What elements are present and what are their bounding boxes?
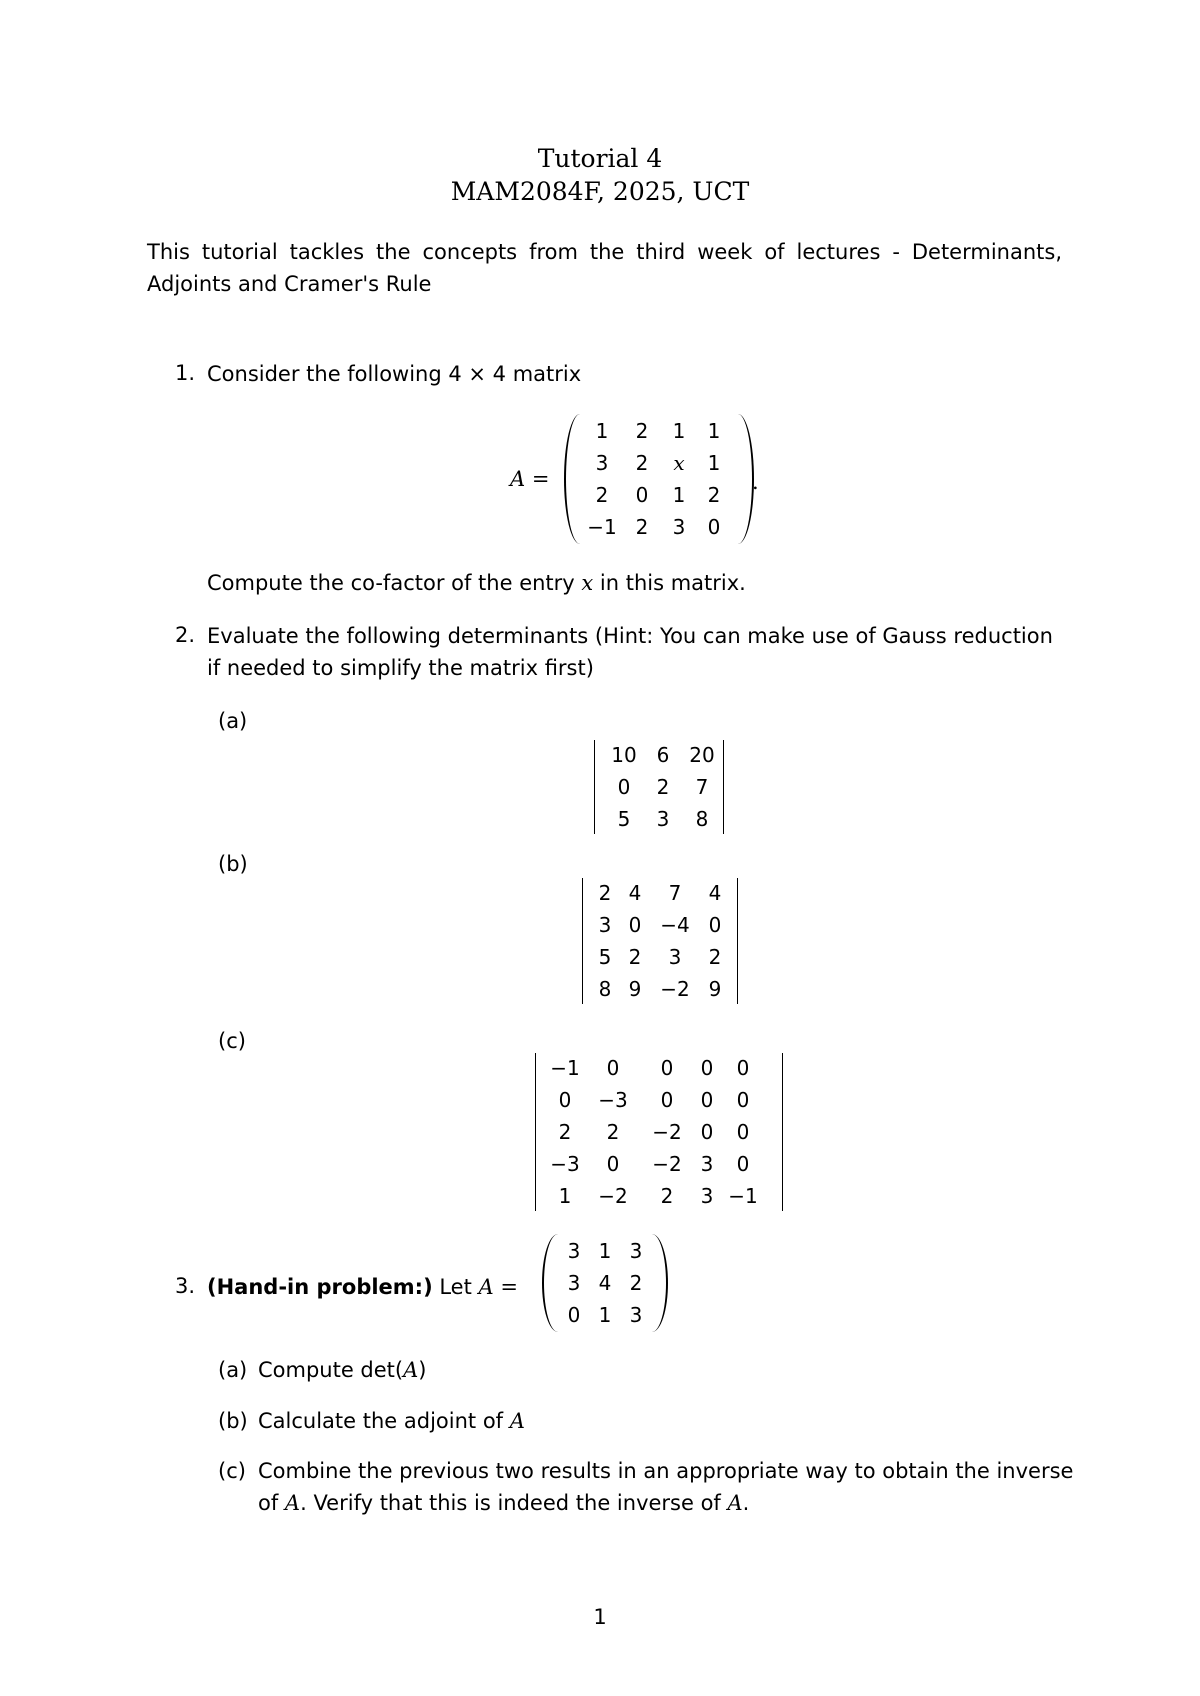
- matrix-cell: 0: [736, 1056, 750, 1080]
- matrix-cell: 0: [708, 913, 722, 937]
- det-bar-right: [782, 1053, 783, 1211]
- matrix-cell: −2: [598, 1184, 628, 1208]
- matrix-cell: 2: [606, 1120, 620, 1144]
- matrix-cell: 2: [598, 881, 612, 905]
- matrix-cell: 3: [598, 913, 612, 937]
- q2c-label: (c): [218, 1029, 246, 1053]
- q1-lhs: [510, 467, 549, 491]
- matrix-row: [545, 1116, 765, 1148]
- matrix-row: [582, 447, 732, 479]
- matrix-cell: 4: [708, 881, 722, 905]
- page-subtitle: MAM2084F, 2025, UCT: [450, 177, 750, 206]
- matrix-cell: 0: [628, 913, 642, 937]
- matrix-cell: 2: [660, 1184, 674, 1208]
- q1-lhs-label: A =: [510, 467, 550, 491]
- matrix-cell: 3: [595, 451, 609, 475]
- q2-number: 2.: [175, 623, 196, 647]
- matrix-row: [582, 511, 732, 543]
- matrix-row: [582, 479, 732, 511]
- matrix-cell: −1: [587, 515, 617, 539]
- q1-followup: [207, 567, 746, 599]
- matrix-row: [590, 973, 730, 1005]
- matrix-row: [604, 739, 722, 771]
- q3-lead: [207, 1271, 518, 1303]
- matrix-cell: 0: [700, 1056, 714, 1080]
- matrix-cell: 9: [708, 977, 722, 1001]
- q2a-label: (a): [218, 709, 248, 733]
- q1-followup-post: in this matrix.: [593, 571, 746, 595]
- matrix-row: [545, 1052, 765, 1084]
- matrix-cell: 1: [598, 1303, 612, 1327]
- q2-text: [207, 620, 1077, 684]
- matrix-cell: 4: [598, 1271, 612, 1295]
- matrix-cell: 1: [598, 1239, 612, 1263]
- matrix-cell: 5: [598, 945, 612, 969]
- matrix-cell: 2: [707, 483, 721, 507]
- q2-text-line1: Evaluate the following determinants (Hint: You can make use of Gauss reduction: [207, 624, 1053, 648]
- matrix-cell: 3: [700, 1184, 714, 1208]
- matrix-cell: 2: [628, 945, 642, 969]
- matrix-cell: 3: [629, 1239, 643, 1263]
- matrix-row: [590, 877, 730, 909]
- matrix-row: [545, 1180, 765, 1212]
- q3c-text-line1: Combine the previous two results in an appropriate way to obtain the inverse: [258, 1459, 1074, 1483]
- matrix-cell: 20: [689, 743, 715, 767]
- matrix-cell: −3: [598, 1088, 628, 1112]
- q3b-text-pre: Calculate the adjoint of: [258, 1409, 510, 1433]
- q1-text: Consider the following 4 × 4 matrix: [207, 362, 582, 386]
- matrix-cell: 2: [635, 515, 649, 539]
- matrix-row: [545, 1084, 765, 1116]
- matrix-cell: 0: [617, 775, 631, 799]
- det-bar-right: [737, 878, 738, 1004]
- matrix-cell: 1: [707, 419, 721, 443]
- det-bar-left: [582, 878, 583, 1004]
- q3b-text: [258, 1405, 525, 1437]
- q1-trailing-period: .: [752, 470, 759, 494]
- right-paren: [650, 1234, 668, 1332]
- det-bar-left: [594, 740, 595, 834]
- matrix-cell: 2: [635, 419, 649, 443]
- matrix-cell: 3: [656, 807, 670, 831]
- matrix-cell: 1: [707, 451, 721, 475]
- matrix-cell: 3: [700, 1152, 714, 1176]
- matrix-cell: −1: [550, 1056, 580, 1080]
- matrix-row: [558, 1235, 652, 1267]
- q3a-text-post: ): [418, 1358, 427, 1382]
- matrix-row: [590, 941, 730, 973]
- q3c-line2-post: .: [742, 1491, 750, 1515]
- q3b-label: (b): [218, 1409, 248, 1433]
- matrix-cell: 2: [595, 483, 609, 507]
- matrix-cell: −2: [660, 977, 690, 1001]
- q3-lead-text: Let: [432, 1275, 479, 1299]
- matrix-row: [604, 803, 722, 835]
- matrix-cell: 1: [672, 419, 686, 443]
- matrix-cell: 7: [695, 775, 709, 799]
- matrix-cell: 0: [736, 1088, 750, 1112]
- matrix-cell: 9: [628, 977, 642, 1001]
- q3-matrix: [542, 1234, 668, 1332]
- matrix-cell: 6: [656, 743, 670, 767]
- q3-lhs: A =: [478, 1275, 518, 1299]
- q3c-line2-var2: A: [727, 1491, 743, 1515]
- matrix-cell: 0: [707, 515, 721, 539]
- intro-paragraph: This tutorial tackles the concepts from the third week of lectures - Determinants, Adjoints and Cramer's Rule: [147, 240, 1062, 296]
- q2b-determinant: [582, 876, 738, 1006]
- matrix-cell: 1: [558, 1184, 572, 1208]
- matrix-cell: 0: [660, 1088, 674, 1112]
- q3-number: 3.: [175, 1274, 196, 1298]
- matrix-cell: 7: [668, 881, 682, 905]
- matrix-row: [545, 1148, 765, 1180]
- matrix-cell: 0: [606, 1056, 620, 1080]
- q1-followup-var: x: [581, 571, 594, 595]
- q3c-text: [258, 1455, 1078, 1519]
- det-bar-left: [535, 1053, 536, 1211]
- q3c-label: (c): [218, 1459, 246, 1483]
- page-number: 1: [593, 1605, 607, 1629]
- matrix-row: [558, 1299, 652, 1331]
- title-block: [0, 142, 1200, 208]
- q1-followup-pre: Compute the co-factor of the entry: [207, 571, 582, 595]
- matrix-cell: 0: [567, 1303, 581, 1327]
- matrix-cell: 1: [672, 483, 686, 507]
- q2-text-line2: if needed to simplify the matrix first): [207, 656, 594, 680]
- matrix-cell: 0: [700, 1088, 714, 1112]
- matrix-cell: 2: [635, 451, 649, 475]
- matrix-cell: 3: [567, 1271, 581, 1295]
- matrix-cell: x: [673, 451, 685, 475]
- q3a-text-pre: Compute det(: [258, 1358, 404, 1382]
- q3a-text-var: A: [403, 1358, 419, 1382]
- matrix-cell: 0: [660, 1056, 674, 1080]
- q1-number: 1.: [175, 361, 196, 385]
- matrix-cell: 2: [558, 1120, 572, 1144]
- matrix-cell: −2: [652, 1120, 682, 1144]
- matrix-cell: 3: [672, 515, 686, 539]
- matrix-cell: 0: [558, 1088, 572, 1112]
- matrix-cell: 0: [736, 1152, 750, 1176]
- q2c-determinant: [535, 1051, 783, 1213]
- matrix-cell: 8: [695, 807, 709, 831]
- matrix-cell: −2: [652, 1152, 682, 1176]
- matrix-row: [604, 771, 722, 803]
- matrix-row: [582, 415, 732, 447]
- q3-handin-label: (Hand-in problem:): [207, 1275, 433, 1299]
- matrix-cell: 3: [629, 1303, 643, 1327]
- matrix-cell: 4: [628, 881, 642, 905]
- page-title: Tutorial 4: [537, 144, 663, 173]
- matrix-cell: 2: [656, 775, 670, 799]
- matrix-cell: −4: [660, 913, 690, 937]
- q3c-line2-mid: . Verify that this is indeed the inverse of: [300, 1491, 728, 1515]
- q3c-line2-pre: of: [258, 1491, 285, 1515]
- matrix-cell: 10: [611, 743, 637, 767]
- q3c-line2-var1: A: [284, 1491, 301, 1515]
- matrix-cell: −3: [550, 1152, 580, 1176]
- matrix-cell: 0: [606, 1152, 620, 1176]
- matrix-cell: 2: [708, 945, 722, 969]
- matrix-cell: 3: [668, 945, 682, 969]
- q1-matrix: [564, 414, 754, 544]
- matrix-cell: 0: [700, 1120, 714, 1144]
- matrix-cell: 3: [567, 1239, 581, 1263]
- matrix-row: [558, 1267, 652, 1299]
- q3a-text: [258, 1354, 427, 1386]
- matrix-cell: 5: [617, 807, 631, 831]
- matrix-cell: 0: [736, 1120, 750, 1144]
- q3b-text-var: A: [509, 1409, 525, 1433]
- q3c-text-line2: [258, 1487, 1078, 1519]
- matrix-cell: 8: [598, 977, 612, 1001]
- matrix-row: [590, 909, 730, 941]
- det-bar-right: [723, 740, 724, 834]
- q3a-label: (a): [218, 1358, 248, 1382]
- matrix-cell: 1: [595, 419, 609, 443]
- matrix-cell: 2: [629, 1271, 643, 1295]
- left-paren: [564, 414, 582, 544]
- matrix-cell: −1: [728, 1184, 758, 1208]
- q2a-determinant: [594, 738, 724, 836]
- q2b-label: (b): [218, 852, 248, 876]
- matrix-cell: 0: [635, 483, 649, 507]
